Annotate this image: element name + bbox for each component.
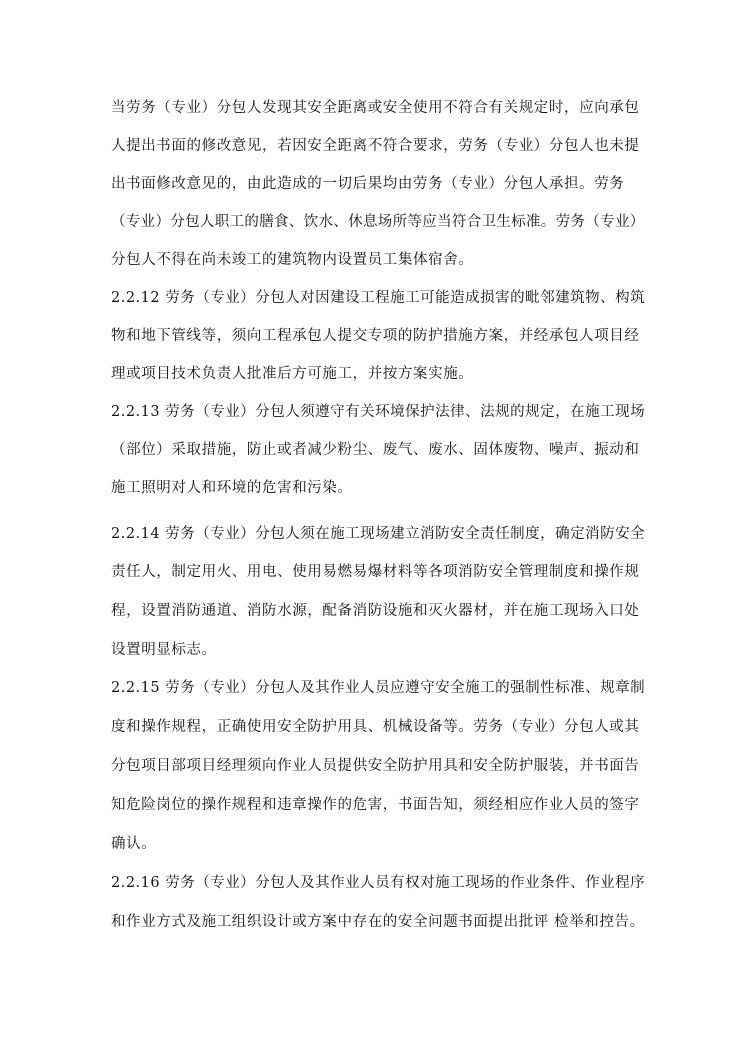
- text-line: 当劳务（专业）分包人发现其安全距离或安全使用不符合有关规定时，应向承包: [111, 100, 640, 116]
- text-line: 设置明显标志。: [111, 642, 217, 658]
- text-line: 2.2.12 劳务（专业）分包人对因建设工程施工可能造成损害的毗邻建筑物、构筑: [111, 290, 646, 306]
- text-line: 施工照明对人和环境的危害和污染。: [111, 480, 353, 496]
- text-line: 和作业方式及施工组织设计或方案中存在的安全问题书面提出批评 检举和控告。: [111, 914, 645, 930]
- text-line: 程，设置消防通道、消防水源，配备消防设施和灭火器材，并在施工现场入口处: [111, 603, 640, 619]
- text-line: 度和操作规程，正确使用安全防护用具、机械设备等。劳务（专业）分包人或其: [111, 719, 640, 735]
- text-line: 2.2.15 劳务（专业）分包人及其作业人员应遵守安全施工的强制性标准、规章制: [111, 680, 646, 696]
- text-line: 分包人不得在尚未竣工的建筑物内设置员工集体宿舍。: [111, 252, 474, 268]
- text-line: 知危险岗位的操作规程和违章操作的危害，书面告知，须经相应作业人员的签字: [111, 797, 640, 813]
- text-line: （部位）采取措施，防止或者减少粉尘、废气、废水、固体废物、噪声、振动和: [111, 442, 640, 458]
- text-line: 责任人，制定用火、用电、使用易燃易爆材料等各项消防安全管理制度和操作规: [111, 564, 640, 580]
- text-line: 2.2.13 劳务（专业）分包人须遵守有关环境保护法律、法规的规定，在施工现场: [111, 404, 646, 420]
- text-line: 分包项目部项目经理须向作业人员提供安全防护用具和安全防护服装，并书面告: [111, 758, 640, 774]
- text-line: 出书面修改意见的，由此造成的一切后果均由劳务（专业）分包人承担。劳务: [111, 176, 625, 192]
- text-line: （专业）分包人职工的膳食、饮水、休息场所等应当符合卫生标准。劳务（专业）: [111, 214, 645, 230]
- text-line: 物和地下管线等，须向工程承包人提交专项的防护措施方案，并经承包人项目经: [111, 328, 640, 344]
- text-line: 理或项目技术负责人批准后方可施工，并按方案实施。: [111, 366, 474, 382]
- text-line: 人提出书面的修改意见，若因安全距离不符合要求，劳务（专业）分包人也未提: [111, 138, 640, 154]
- text-line: 2.2.16 劳务（专业）分包人及其作业人员有权对施工现场的作业条件、作业程序: [111, 875, 646, 891]
- text-line: 2.2.14 劳务（专业）分包人须在施工现场建立消防安全责任制度，确定消防安全: [111, 526, 646, 542]
- text-line: 确认。: [111, 836, 157, 852]
